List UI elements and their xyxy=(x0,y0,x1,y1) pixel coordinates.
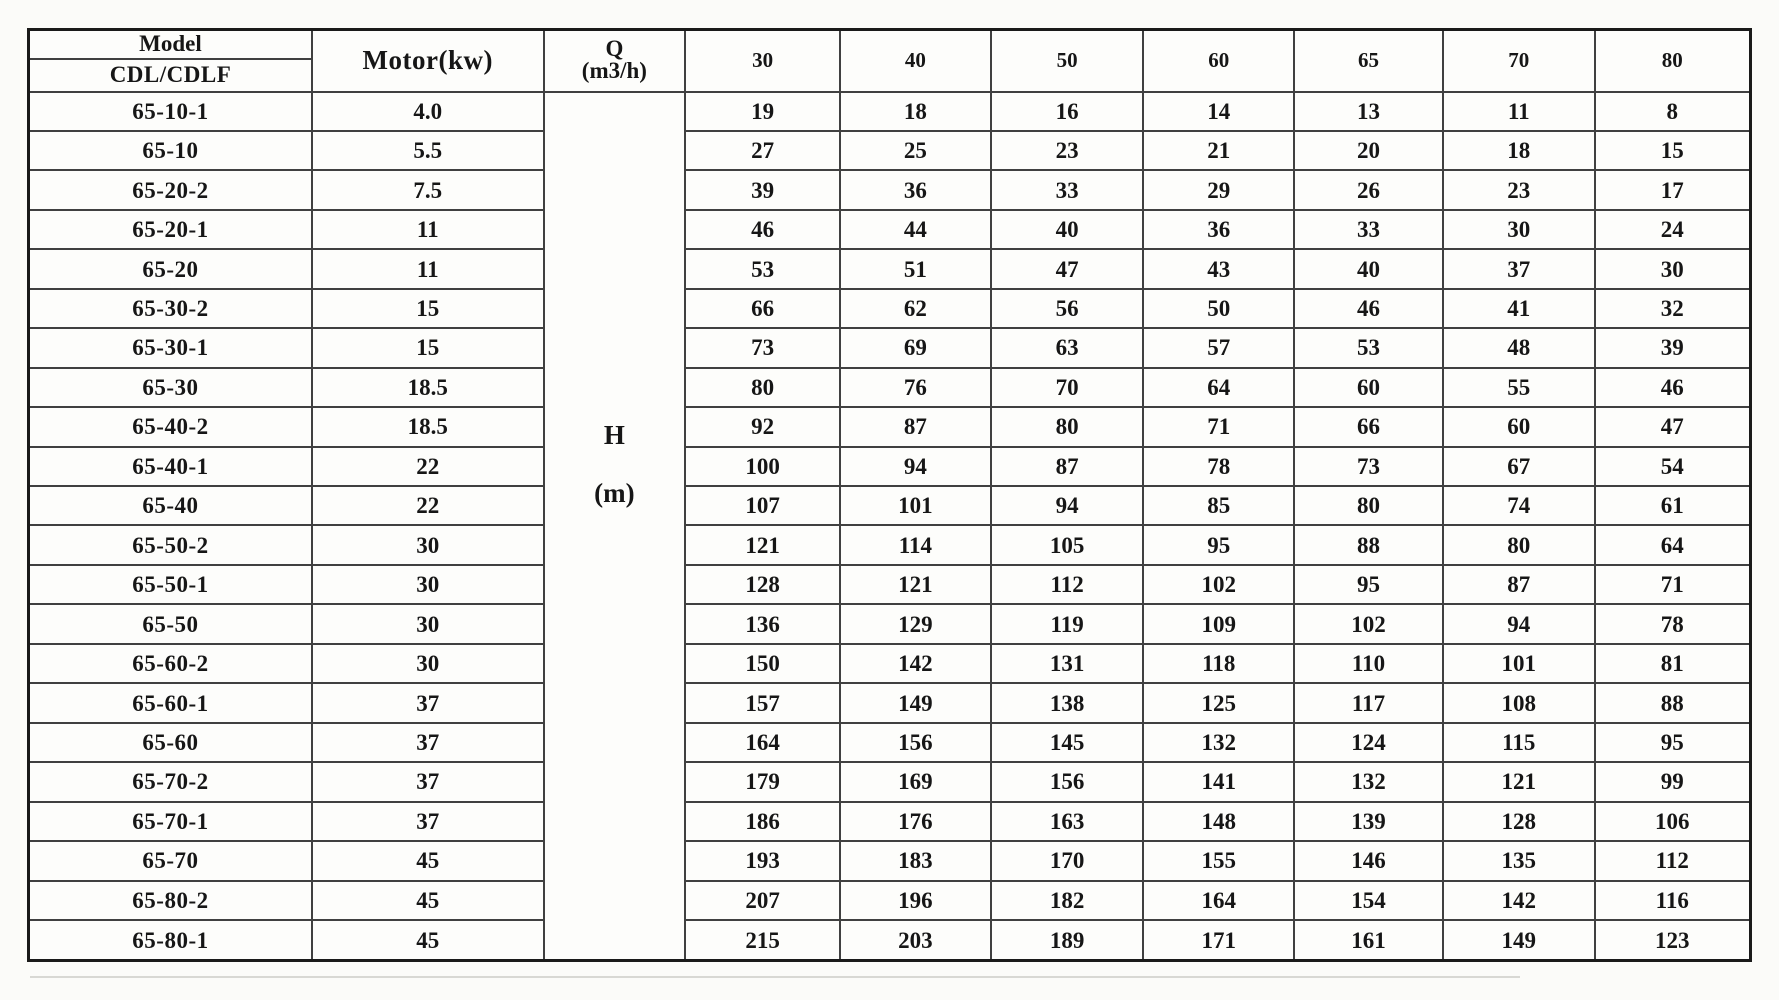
head-value-cell: 26 xyxy=(1294,170,1443,209)
head-value-cell: 41 xyxy=(1443,289,1595,328)
table-row xyxy=(29,210,1751,249)
header-flow-60: 60 xyxy=(1143,30,1294,92)
head-value-cell: 136 xyxy=(685,604,840,643)
head-value-cell: 132 xyxy=(1294,762,1443,801)
model-cell: 65-40-2 xyxy=(29,407,312,446)
table-row xyxy=(29,881,1751,920)
head-value-cell: 50 xyxy=(1143,289,1294,328)
header-flow-50: 50 xyxy=(991,30,1144,92)
head-value-cell: 207 xyxy=(685,881,840,920)
head-value-cell: 183 xyxy=(840,841,991,880)
head-value-cell: 118 xyxy=(1143,644,1294,683)
table-row xyxy=(29,486,1751,525)
head-value-cell: 23 xyxy=(991,131,1144,170)
head-value-cell: 149 xyxy=(1443,920,1595,960)
model-cell: 65-20-1 xyxy=(29,210,312,249)
model-cell: 65-30 xyxy=(29,368,312,407)
head-value-cell: 124 xyxy=(1294,723,1443,762)
head-value-cell: 156 xyxy=(991,762,1144,801)
head-value-cell: 101 xyxy=(840,486,991,525)
head-value-cell: 169 xyxy=(840,762,991,801)
table-row xyxy=(29,683,1751,722)
head-value-cell: 32 xyxy=(1595,289,1751,328)
head-value-cell: 164 xyxy=(685,723,840,762)
head-value-cell: 121 xyxy=(685,525,840,564)
head-value-cell: 20 xyxy=(1294,131,1443,170)
model-cell: 65-20-2 xyxy=(29,170,312,209)
header-flow-40: 40 xyxy=(840,30,991,92)
head-value-cell: 56 xyxy=(991,289,1144,328)
head-value-cell: 215 xyxy=(685,920,840,960)
table-row xyxy=(29,368,1751,407)
head-value-cell: 60 xyxy=(1294,368,1443,407)
head-value-cell: 106 xyxy=(1595,802,1751,841)
head-value-cell: 108 xyxy=(1443,683,1595,722)
head-value-cell: 55 xyxy=(1443,368,1595,407)
head-value-cell: 54 xyxy=(1595,447,1751,486)
model-cell: 65-60-1 xyxy=(29,683,312,722)
head-value-cell: 141 xyxy=(1143,762,1294,801)
head-value-cell: 128 xyxy=(685,565,840,604)
head-value-cell: 64 xyxy=(1143,368,1294,407)
header-flow-70: 70 xyxy=(1443,30,1595,92)
head-value-cell: 142 xyxy=(1443,881,1595,920)
header-q-label: Q xyxy=(605,35,624,61)
head-value-cell: 116 xyxy=(1595,881,1751,920)
header-model-label: Model xyxy=(30,31,311,60)
head-value-cell: 40 xyxy=(991,210,1144,249)
header-q-unit: (m3/h) xyxy=(581,57,647,83)
head-value-cell: 71 xyxy=(1143,407,1294,446)
head-value-cell: 46 xyxy=(685,210,840,249)
head-value-cell: 13 xyxy=(1294,92,1443,131)
head-value-cell: 47 xyxy=(991,249,1144,288)
head-value-cell: 139 xyxy=(1294,802,1443,841)
model-cell: 65-40-1 xyxy=(29,447,312,486)
head-value-cell: 107 xyxy=(685,486,840,525)
head-value-cell: 11 xyxy=(1443,92,1595,131)
head-value-cell: 62 xyxy=(840,289,991,328)
head-value-cell: 53 xyxy=(1294,328,1443,367)
head-unit-merged-cell xyxy=(544,92,686,961)
header-model-cell xyxy=(29,30,312,92)
motor-cell: 45 xyxy=(312,881,544,920)
head-value-cell: 64 xyxy=(1595,525,1751,564)
head-value-cell: 8 xyxy=(1595,92,1751,131)
head-value-cell: 43 xyxy=(1143,249,1294,288)
header-flow-unit-cell xyxy=(544,30,686,92)
motor-cell: 37 xyxy=(312,762,544,801)
head-value-cell: 129 xyxy=(840,604,991,643)
head-value-cell: 156 xyxy=(840,723,991,762)
head-value-cell: 80 xyxy=(1443,525,1595,564)
motor-cell: 15 xyxy=(312,328,544,367)
head-value-cell: 179 xyxy=(685,762,840,801)
head-value-cell: 74 xyxy=(1443,486,1595,525)
head-value-cell: 24 xyxy=(1595,210,1751,249)
motor-cell: 45 xyxy=(312,841,544,880)
header-row xyxy=(29,30,1751,92)
head-value-cell: 95 xyxy=(1294,565,1443,604)
motor-cell: 15 xyxy=(312,289,544,328)
motor-cell: 30 xyxy=(312,604,544,643)
table-row xyxy=(29,802,1751,841)
table-row xyxy=(29,841,1751,880)
head-value-cell: 16 xyxy=(991,92,1144,131)
head-value-cell: 149 xyxy=(840,683,991,722)
head-value-cell: 66 xyxy=(685,289,840,328)
head-value-cell: 171 xyxy=(1143,920,1294,960)
head-value-cell: 21 xyxy=(1143,131,1294,170)
head-value-cell: 154 xyxy=(1294,881,1443,920)
head-value-cell: 117 xyxy=(1294,683,1443,722)
motor-cell: 4.0 xyxy=(312,92,544,131)
model-cell: 65-70 xyxy=(29,841,312,880)
head-value-cell: 85 xyxy=(1143,486,1294,525)
model-cell: 65-60-2 xyxy=(29,644,312,683)
model-cell: 65-10-1 xyxy=(29,92,312,131)
head-value-cell: 155 xyxy=(1143,841,1294,880)
head-value-cell: 67 xyxy=(1443,447,1595,486)
header-motor-cell: Motor(kw) xyxy=(312,30,544,92)
header-flow-65: 65 xyxy=(1294,30,1443,92)
header-model-sublabel: CDL/CDLF xyxy=(109,62,232,88)
head-value-cell: 145 xyxy=(991,723,1144,762)
head-value-cell: 40 xyxy=(1294,249,1443,288)
head-value-cell: 63 xyxy=(991,328,1144,367)
head-value-cell: 39 xyxy=(685,170,840,209)
head-value-cell: 105 xyxy=(991,525,1144,564)
scan-ghost-line xyxy=(30,976,1520,978)
head-value-cell: 114 xyxy=(840,525,991,564)
head-value-cell: 101 xyxy=(1443,644,1595,683)
table-row xyxy=(29,447,1751,486)
head-value-cell: 73 xyxy=(1294,447,1443,486)
head-value-cell: 73 xyxy=(685,328,840,367)
head-value-cell: 189 xyxy=(991,920,1144,960)
head-value-cell: 163 xyxy=(991,802,1144,841)
head-value-cell: 80 xyxy=(685,368,840,407)
head-value-cell: 100 xyxy=(685,447,840,486)
table-row xyxy=(29,92,1751,131)
table-row xyxy=(29,723,1751,762)
head-value-cell: 203 xyxy=(840,920,991,960)
model-cell: 65-50 xyxy=(29,604,312,643)
head-value-cell: 53 xyxy=(685,249,840,288)
head-value-cell: 112 xyxy=(1595,841,1751,880)
head-value-cell: 123 xyxy=(1595,920,1751,960)
table-row xyxy=(29,525,1751,564)
head-value-cell: 95 xyxy=(1143,525,1294,564)
head-value-cell: 102 xyxy=(1143,565,1294,604)
model-cell: 65-80-1 xyxy=(29,920,312,960)
head-value-cell: 176 xyxy=(840,802,991,841)
head-value-cell: 14 xyxy=(1143,92,1294,131)
model-cell: 65-40 xyxy=(29,486,312,525)
head-value-cell: 29 xyxy=(1143,170,1294,209)
table-body xyxy=(29,92,1751,961)
table-row xyxy=(29,604,1751,643)
head-value-cell: 57 xyxy=(1143,328,1294,367)
head-symbol-label: H xyxy=(603,419,625,450)
header-flow-80: 80 xyxy=(1595,30,1751,92)
head-value-cell: 99 xyxy=(1595,762,1751,801)
motor-cell: 11 xyxy=(312,210,544,249)
model-cell: 65-30-1 xyxy=(29,328,312,367)
motor-cell: 45 xyxy=(312,920,544,960)
head-value-cell: 94 xyxy=(991,486,1144,525)
head-value-cell: 81 xyxy=(1595,644,1751,683)
head-value-cell: 25 xyxy=(840,131,991,170)
head-value-cell: 17 xyxy=(1595,170,1751,209)
head-value-cell: 94 xyxy=(1443,604,1595,643)
head-value-cell: 132 xyxy=(1143,723,1294,762)
model-cell: 65-10 xyxy=(29,131,312,170)
model-cell: 65-50-1 xyxy=(29,565,312,604)
head-value-cell: 94 xyxy=(840,447,991,486)
head-value-cell: 150 xyxy=(685,644,840,683)
table-row xyxy=(29,762,1751,801)
head-value-cell: 87 xyxy=(1443,565,1595,604)
head-value-cell: 157 xyxy=(685,683,840,722)
head-value-cell: 78 xyxy=(1595,604,1751,643)
motor-cell: 22 xyxy=(312,447,544,486)
model-cell: 65-30-2 xyxy=(29,289,312,328)
head-value-cell: 138 xyxy=(991,683,1144,722)
table-header xyxy=(29,30,1751,92)
head-value-cell: 19 xyxy=(685,92,840,131)
head-value-cell: 36 xyxy=(840,170,991,209)
head-value-cell: 95 xyxy=(1595,723,1751,762)
motor-cell: 37 xyxy=(312,723,544,762)
head-value-cell: 18 xyxy=(1443,131,1595,170)
head-value-cell: 131 xyxy=(991,644,1144,683)
head-value-cell: 109 xyxy=(1143,604,1294,643)
motor-cell: 7.5 xyxy=(312,170,544,209)
head-value-cell: 121 xyxy=(840,565,991,604)
head-value-cell: 61 xyxy=(1595,486,1751,525)
head-value-cell: 76 xyxy=(840,368,991,407)
head-value-cell: 121 xyxy=(1443,762,1595,801)
head-value-cell: 193 xyxy=(685,841,840,880)
head-value-cell: 30 xyxy=(1443,210,1595,249)
head-value-cell: 125 xyxy=(1143,683,1294,722)
head-value-cell: 170 xyxy=(991,841,1144,880)
head-value-cell: 18 xyxy=(840,92,991,131)
head-value-cell: 146 xyxy=(1294,841,1443,880)
head-value-cell: 87 xyxy=(840,407,991,446)
head-value-cell: 128 xyxy=(1443,802,1595,841)
motor-cell: 30 xyxy=(312,565,544,604)
head-value-cell: 60 xyxy=(1443,407,1595,446)
head-value-cell: 36 xyxy=(1143,210,1294,249)
head-value-cell: 33 xyxy=(1294,210,1443,249)
table-row xyxy=(29,170,1751,209)
model-cell: 65-80-2 xyxy=(29,881,312,920)
head-value-cell: 37 xyxy=(1443,249,1595,288)
head-value-cell: 47 xyxy=(1595,407,1751,446)
head-value-cell: 71 xyxy=(1595,565,1751,604)
head-value-cell: 110 xyxy=(1294,644,1443,683)
head-value-cell: 48 xyxy=(1443,328,1595,367)
motor-cell: 18.5 xyxy=(312,368,544,407)
head-value-cell: 15 xyxy=(1595,131,1751,170)
table-row xyxy=(29,328,1751,367)
motor-cell: 30 xyxy=(312,525,544,564)
table-row xyxy=(29,565,1751,604)
head-value-cell: 164 xyxy=(1143,881,1294,920)
table-row xyxy=(29,407,1751,446)
motor-cell: 11 xyxy=(312,249,544,288)
head-value-cell: 142 xyxy=(840,644,991,683)
table-row xyxy=(29,644,1751,683)
head-value-cell: 119 xyxy=(991,604,1144,643)
head-value-cell: 182 xyxy=(991,881,1144,920)
head-value-cell: 161 xyxy=(1294,920,1443,960)
motor-cell: 37 xyxy=(312,802,544,841)
head-value-cell: 88 xyxy=(1595,683,1751,722)
head-value-cell: 70 xyxy=(991,368,1144,407)
model-cell: 65-20 xyxy=(29,249,312,288)
head-value-cell: 23 xyxy=(1443,170,1595,209)
motor-cell: 22 xyxy=(312,486,544,525)
motor-cell: 5.5 xyxy=(312,131,544,170)
head-value-cell: 148 xyxy=(1143,802,1294,841)
head-value-cell: 115 xyxy=(1443,723,1595,762)
pump-performance-table xyxy=(27,28,1752,962)
head-value-cell: 69 xyxy=(840,328,991,367)
head-value-cell: 33 xyxy=(991,170,1144,209)
head-value-cell: 88 xyxy=(1294,525,1443,564)
motor-cell: 37 xyxy=(312,683,544,722)
head-value-cell: 80 xyxy=(991,407,1144,446)
head-value-cell: 87 xyxy=(991,447,1144,486)
header-flow-30: 30 xyxy=(685,30,840,92)
head-value-cell: 46 xyxy=(1294,289,1443,328)
motor-cell: 18.5 xyxy=(312,407,544,446)
table-row xyxy=(29,249,1751,288)
head-value-cell: 44 xyxy=(840,210,991,249)
head-value-cell: 112 xyxy=(991,565,1144,604)
head-value-cell: 78 xyxy=(1143,447,1294,486)
model-cell: 65-50-2 xyxy=(29,525,312,564)
head-value-cell: 186 xyxy=(685,802,840,841)
motor-cell: 30 xyxy=(312,644,544,683)
table-row xyxy=(29,289,1751,328)
head-value-cell: 102 xyxy=(1294,604,1443,643)
model-cell: 65-70-1 xyxy=(29,802,312,841)
model-cell: 65-70-2 xyxy=(29,762,312,801)
table-row xyxy=(29,131,1751,170)
table-row xyxy=(29,920,1751,960)
head-value-cell: 196 xyxy=(840,881,991,920)
model-cell: 65-60 xyxy=(29,723,312,762)
head-value-cell: 46 xyxy=(1595,368,1751,407)
head-unit-label: (m) xyxy=(594,477,635,508)
head-value-cell: 51 xyxy=(840,249,991,288)
head-value-cell: 80 xyxy=(1294,486,1443,525)
head-value-cell: 27 xyxy=(685,131,840,170)
head-value-cell: 30 xyxy=(1595,249,1751,288)
head-value-cell: 135 xyxy=(1443,841,1595,880)
head-value-cell: 66 xyxy=(1294,407,1443,446)
head-value-cell: 92 xyxy=(685,407,840,446)
head-value-cell: 39 xyxy=(1595,328,1751,367)
